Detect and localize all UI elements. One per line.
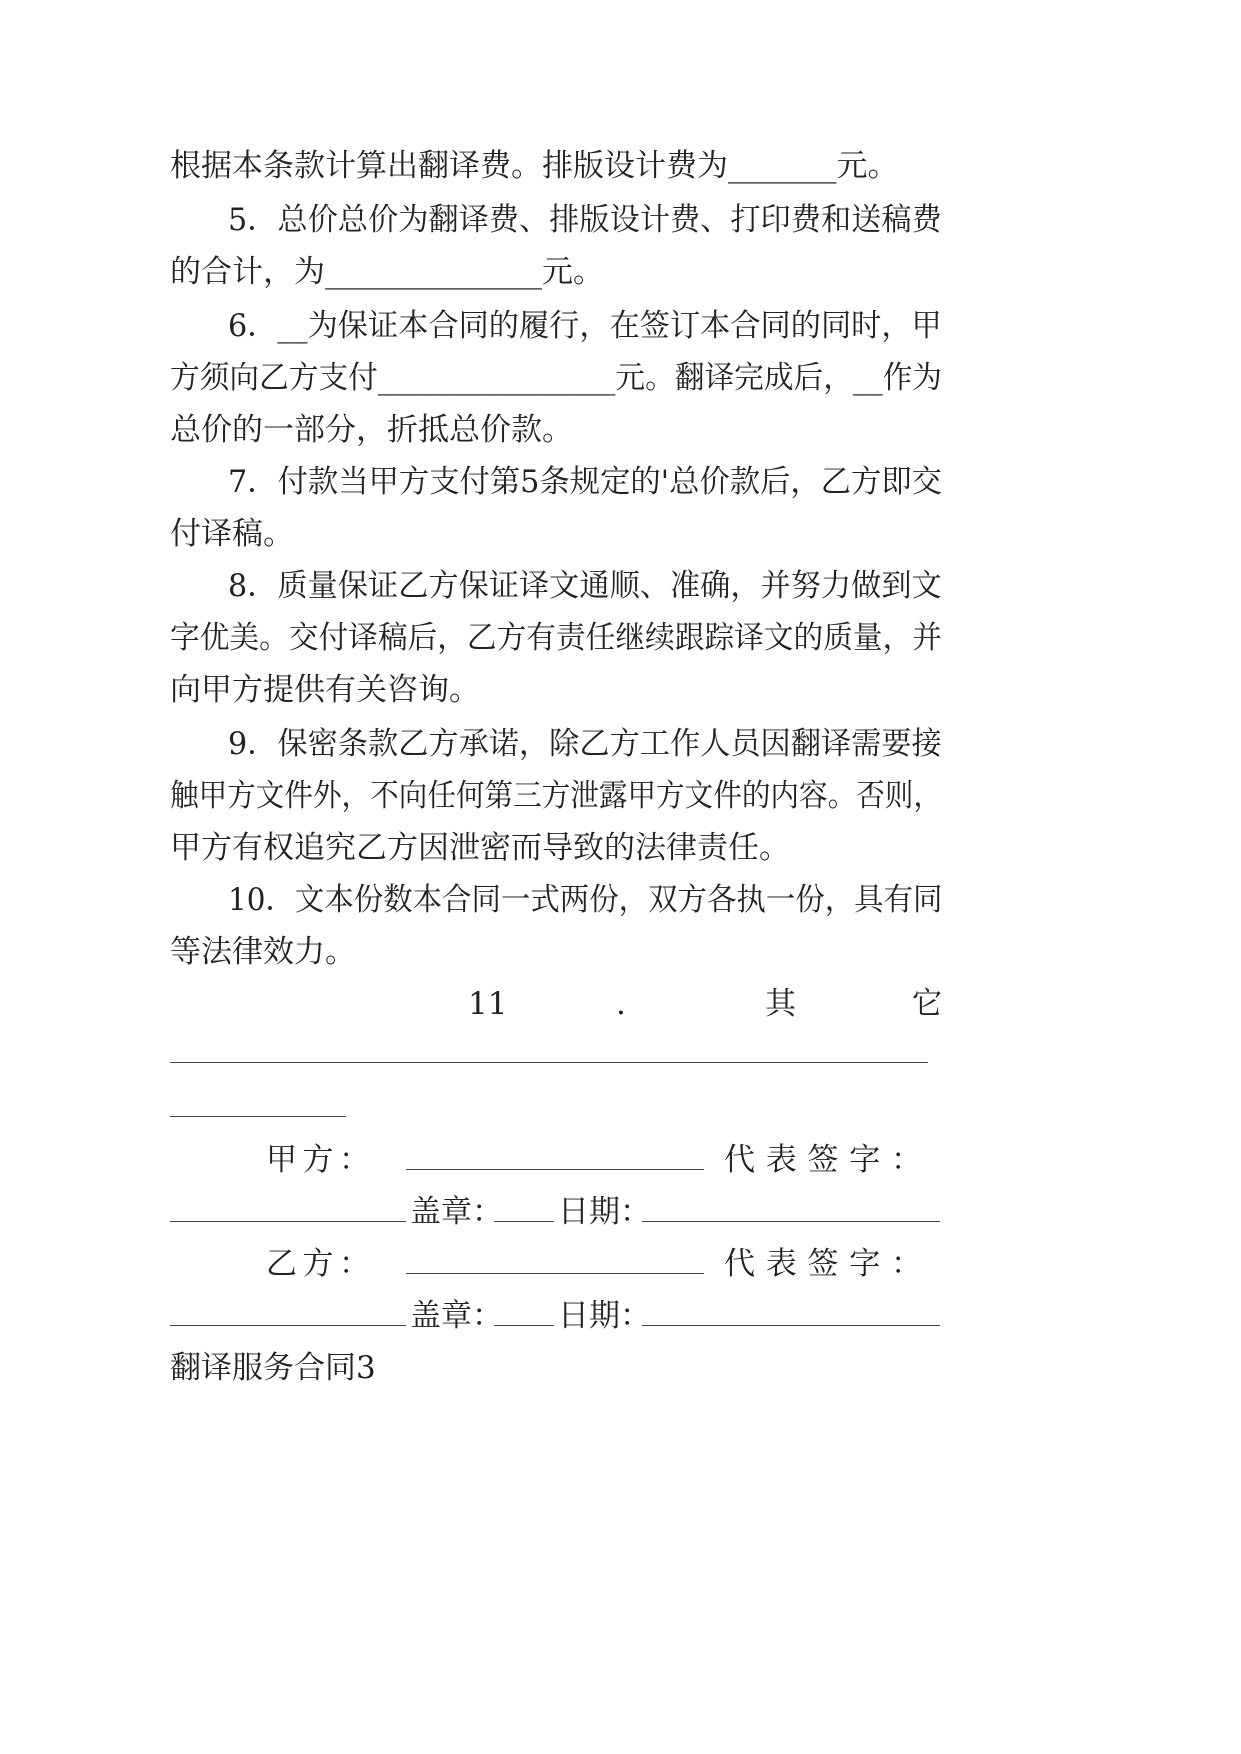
next-contract-title: 翻译服务合同3 (170, 1350, 376, 1386)
party-b-seal-blank (494, 1325, 554, 1326)
party-a-name-blank (406, 1169, 704, 1170)
clause-10: 10．文本份数本合同一式两份，双方各执一份，具有同 (228, 882, 943, 918)
party-b-row (0, 1244, 1241, 1284)
party-b-rep-sign-label: 代 表 签 字 ： (724, 1246, 922, 1282)
party-a-date-blank (642, 1221, 940, 1222)
clause-5-cont: 的合计，为______________元。 (170, 254, 604, 290)
party-a-label: 甲 方 ： (266, 1142, 370, 1178)
clause-11-blank-line-2 (170, 1116, 346, 1117)
party-a-seal-row: 盖章： 日期： (410, 1194, 651, 1230)
clause-8-cont-2: 向甲方提供有关咨询。 (170, 672, 480, 708)
party-b-label: 乙 方 ： (266, 1246, 370, 1282)
party-b-seal-row: 盖章： 日期： (410, 1298, 651, 1334)
clause-7-cont: 付译稿。 (170, 516, 294, 552)
party-b-name-blank (406, 1273, 704, 1274)
clause-9-cont-1: 触甲方文件外，不向任何第三方泄露甲方文件的内容。否则， (170, 778, 942, 814)
clause-5: 5．总价总价为翻译费、排版设计费、打印费和送稿费 (228, 202, 942, 238)
clause-11-blank-line-1 (170, 1062, 928, 1063)
party-b-date-blank (642, 1325, 940, 1326)
clause-8: 8．质量保证乙方保证译文通顺、准确，并努力做到文 (228, 568, 942, 604)
clause-6-cont-2: 总价的一部分，折抵总价款。 (170, 412, 573, 448)
party-a-seal-blank (494, 1221, 554, 1222)
clause-9-cont-2: 甲方有权追究乙方因泄密而导致的法律责任。 (170, 830, 790, 866)
party-a-row (0, 1140, 1241, 1180)
party-b-sign-blank (170, 1325, 406, 1326)
clause-6: 6．__为保证本合同的履行，在签订本合同的同时，甲 (228, 308, 942, 344)
clause-11: 11 . 其 它 (468, 986, 942, 1022)
party-a-sign-blank (170, 1221, 406, 1222)
clause-9: 9．保密条款乙方承诺，除乙方工作人员因翻译需要接 (228, 726, 942, 762)
clause-8-cont-1: 字优美。交付译稿后，乙方有责任继续跟踪译文的质量，并 (170, 620, 942, 656)
clause-6-cont-1: 方须向乙方支付________________元。翻译完成后，__作为 (170, 360, 942, 396)
clause-10-cont: 等法律效力。 (170, 934, 356, 970)
clause-7: 7．付款当甲方支付第5条规定的'总价款后，乙方即交 (228, 464, 942, 500)
party-a-rep-sign-label: 代 表 签 字 ： (724, 1142, 922, 1178)
paragraph-4-end: 根据本条款计算出翻译费。排版设计费为_______元。 (170, 148, 899, 184)
